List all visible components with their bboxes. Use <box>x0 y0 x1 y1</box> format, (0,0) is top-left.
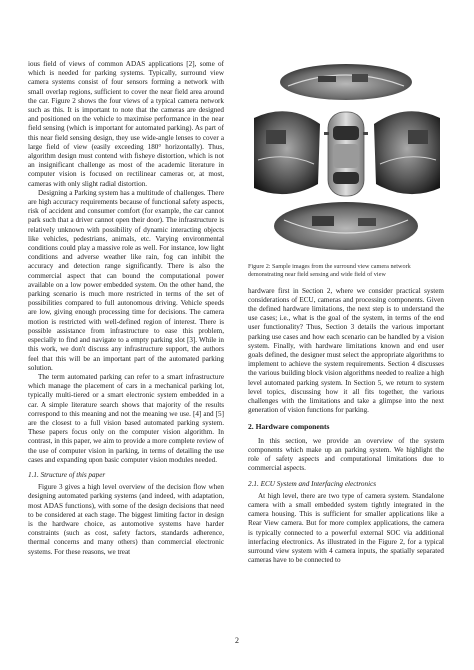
right-paragraph-2: In this section, we provide an overview of the system components which make up an parking system. We highlight the role of safety aspects and computational limitations due to commercial aspects. <box>248 436 444 473</box>
figure-2-caption: Figure 2: Sample images from the surround view camera network demonstrating near field sensing and wide field of view <box>248 263 411 278</box>
figure-2 <box>248 60 444 260</box>
left-camera-view <box>254 111 320 194</box>
left-paragraph-2: Designing a Parking system has a multitude of challenges. There are high accuracy requirements because of functional safety aspects, risk of accident and consumer comfort (for example, the car cannot park such that a driver cannot open their door). The infrastructure is relatively unknown with possibility of dynamic interacting objects like vehicles, pedestrians, animals, etc. Varying environmental conditions could play a massive role as well. For instance, low light conditions and adverse weather like rain, fog can inhibit the accuracy and detection range significantly. There is also the commercial aspect that can bound the computational power available on a low power embedded system. On the other hand, the parking scenario is much more restricted in terms of the set of possibilities compared to full autonomous driving. Vehicle speeds are low, giving enough processing time for decisions. The camera motion is restricted with well-defined region of interest. There is possible assistance from infrastructure to ease this problem, especially to find and navigate to a empty parking slot [3]. While in this work, we don't discuss any infrastructure support, the authors feel that this will be an important part of the automated parking solution. <box>28 188 224 372</box>
left-paragraph-3: The term automated parking can refer to a smart infrastructure which manage the placement of cars in a mechanical parking lot, typically multi-tiered or a smart electronic system embedded in a car. A simple literature search shows that majority of the results correspond to this meaning and not the meaning we use. [4] and [5] are the closest to a full vision based automated parking system. These papers focus only on the computer vision algorithm. In contrast, in this paper, we aim to provide a more complete review of the use of computer vision in parking, in terms of detailing the use cases and expanding upon basic computer vision modules needed. <box>28 372 224 464</box>
left-paragraph-4: Figure 3 gives a high level overview of the decision flow when designing automated parking systems (and indeed, with adaptation, most ADAS functions), with some of the design decisions that need to be considered at each stage. The biggest limiting factor in design is the hardware choice, as automotive systems have harder constraints (such as cost, safety factors, standards adherence, thermal concerns and many others) than commercial electronic systems. For these reasons, we treat <box>28 483 224 556</box>
right-paragraph-3: At high level, there are two type of camera system. Standalone camera with a small embedded system tightly integrated in the camera housing. This is sufficient for smaller applications like a Rear View camera. But for more complex applications, the camera is typically connected to a powerful external SOC via additional interfacing electronics. As illustrated in the Figure 2, for a typical surround view system with 4 camera inputs, the spatially separated cameras have to be connected to <box>248 491 444 565</box>
surround-view-figure <box>248 60 444 260</box>
page-number: 2 <box>235 636 239 645</box>
right-paragraph-1: hardware first in Section 2, where we consider practical system considerations of ECU, cameras and processing components. Given the defined hardware limitations, the next step is to understand the use cases; i.e., what is the goal of the system, in terms of the end user functionality? Thus, Section 3 details the various important parking use cases and how each scenario can be handled by a vision system. Finally, with hardware limitations known and end user goals defined, the designer must select the appropriate algorithms to implement to achieve the system requirements. Section 4 discusses the various building block vision algorithms needed to realize a high level automated parking system. In Section 5, we return to system level topics, discussing how it all fits together, the various challenges with the limitations and take a glimpse into the next generation of vision functions for parking. <box>248 286 444 415</box>
right-column <box>248 60 444 565</box>
subsection-title-2-1: 2.1. ECU System and Interfacing electronics <box>248 479 377 488</box>
car-top-view <box>324 112 368 196</box>
section-title-2: 2. Hardware components <box>248 422 330 432</box>
subsection-title-1-1: 1.1. Structure of this paper <box>28 470 106 479</box>
left-paragraph-1: ious field of views of common ADAS applications [2], some of which is needed for parking systems. Typically, surround view camera systems consist of four sensors forming a network with small overlap regions, sufficient to cover the near field area around the car. Figure 2 shows the four views of a typical camera network such as this. It is important to note that the cameras are designed and positioned on the vehicle to maximise performance in the near field sensing (which is important for automated parking). As part of this near field sensing design, they use wide-angle lenses to cover a large field of view (easily exceeding 180° horizontally). Thus, algorithm design must contend with fisheye distortion, which is not an insignificant challenge as most of the academic literature in computer vision is focused on rectilinear cameras or, at most, cameras with only slight radial distortion. <box>28 60 224 188</box>
front-camera-view <box>280 64 412 100</box>
left-column <box>28 60 224 557</box>
right-camera-view <box>374 111 440 194</box>
rear-camera-view <box>274 202 418 250</box>
